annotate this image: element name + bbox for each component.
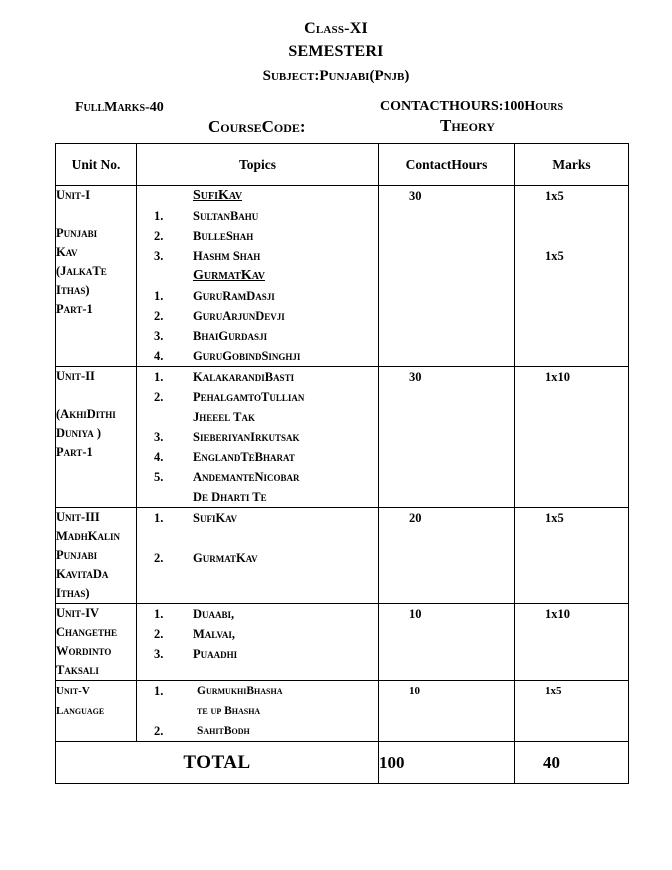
unit-line: Duniya ) (56, 426, 101, 440)
topic-text: De Dharti Te (193, 490, 267, 504)
topic-number: 4. (154, 349, 164, 363)
unit-cell (56, 681, 137, 742)
unit-line: Language (56, 705, 105, 717)
topic-number: 2. (154, 551, 164, 565)
full-marks-label: FullMarks-40 (75, 100, 164, 115)
topic-item (137, 306, 378, 326)
table-row (56, 186, 629, 367)
unit-line: Punjabi (56, 548, 98, 562)
unit-cell (56, 604, 137, 681)
unit-line: MadhKalin (56, 529, 121, 543)
total-marks: 40 (515, 742, 629, 784)
topic-text: AndemanteNicobar (193, 470, 300, 484)
topic-number: 1. (154, 209, 164, 223)
topics-cell (137, 681, 379, 742)
topic-number: 3. (154, 430, 164, 444)
unit-line: Part-1 (56, 302, 93, 316)
marks-value: 1x10 (545, 370, 570, 384)
table-total-row (56, 742, 629, 784)
unit-line: Kav (56, 245, 78, 259)
topic-number: 2. (154, 229, 164, 243)
topic-item (137, 246, 378, 266)
contact-hours-cell (379, 604, 515, 681)
topic-number: 2. (154, 724, 164, 738)
contact-hours-label (380, 99, 563, 115)
contact-hours-unit: Hours (524, 99, 564, 114)
table-row (56, 604, 629, 681)
unit-line: (JalkaTe (56, 264, 107, 278)
topic-text: GurmukhiBhasha (197, 685, 283, 697)
contact-hours-value: 10 (409, 685, 420, 697)
marks-cell (515, 681, 629, 742)
marks-value: 1x5 (545, 249, 564, 263)
unit-cell (56, 367, 137, 508)
topic-item (137, 387, 378, 407)
marks-cell (515, 508, 629, 604)
column-header-marks: Marks (515, 144, 629, 186)
topic-item (137, 644, 378, 664)
marks-cell (515, 367, 629, 508)
marks-cell (515, 186, 629, 367)
topic-item (137, 326, 378, 346)
topic-number: 2. (154, 627, 164, 641)
topic-text: SahitBodh (197, 725, 250, 737)
topic-text: te up Bhasha (197, 705, 261, 717)
topic-number: 1. (154, 684, 164, 698)
topic-number: 1. (154, 607, 164, 621)
topic-text: PehalgamtoTullian (193, 390, 305, 404)
page-title-semester: SEMESTERI (288, 43, 384, 60)
unit-line: Wordinto (56, 644, 112, 658)
topic-text: SultanBahu (193, 209, 259, 223)
unit-line: Taksali (56, 663, 99, 677)
unit-line: Changethe (56, 625, 118, 639)
topic-text: Jheeel Tak (193, 410, 255, 424)
unit-line: Punjabi (56, 226, 98, 240)
topic-item (137, 407, 378, 427)
topic-group-heading: SufiKav (193, 188, 243, 203)
unit-line-spacer (56, 386, 136, 405)
total-label: TOTAL (56, 742, 379, 784)
unit-line: Ithas) (56, 283, 90, 297)
topic-item (137, 487, 378, 507)
topics-cell (137, 367, 379, 508)
topic-item (137, 528, 378, 548)
topic-number: 1. (154, 511, 164, 525)
contact-hours-cell (379, 508, 515, 604)
topic-text: Duaabi, (193, 607, 235, 621)
table-row (56, 508, 629, 604)
topic-text: GuruArjunDevji (193, 309, 285, 323)
topic-text: GuruGobindSinghji (193, 349, 301, 363)
contact-hours-value: CONTACTHOURS:100 (380, 99, 525, 114)
topic-number: 3. (154, 329, 164, 343)
topic-item (137, 206, 378, 226)
topic-number: 2. (154, 390, 164, 404)
table-row (56, 681, 629, 742)
topic-number: 3. (154, 249, 164, 263)
table-header-row (56, 144, 629, 186)
topic-number: 1. (154, 289, 164, 303)
topic-group-heading: GurmatKav (193, 268, 265, 283)
topic-text: GurmatKav (193, 551, 258, 565)
unit-line: (AkhiDithi (56, 407, 116, 421)
unit-line: Unit-IV (56, 606, 100, 620)
theory-label: Theory (440, 116, 495, 135)
topic-item (137, 467, 378, 487)
column-header-contact-hours: ContactHours (379, 144, 515, 186)
topic-item (137, 286, 378, 306)
topic-number: 1. (154, 370, 164, 384)
contact-hours-cell (379, 367, 515, 508)
contact-hours-value: 20 (409, 511, 422, 525)
unit-line: Ithas) (56, 586, 90, 600)
unit-line: Unit-I (56, 188, 91, 202)
unit-cell (56, 186, 137, 367)
topic-item (137, 624, 378, 644)
topic-item (137, 548, 378, 568)
marks-value: 1x5 (545, 511, 564, 525)
topic-item (137, 721, 378, 741)
table-body (56, 186, 629, 784)
topic-number: 3. (154, 647, 164, 661)
contact-hours-cell (379, 186, 515, 367)
marks-value: 1x10 (545, 607, 570, 621)
topic-item (137, 681, 378, 701)
total-contact-hours: 100 (379, 742, 515, 784)
topic-text: KalakarandiBasti (193, 370, 295, 384)
topic-item (137, 604, 378, 624)
topic-text: EnglandTeBharat (193, 450, 295, 464)
topic-number: 5. (154, 470, 164, 484)
topic-number: 4. (154, 450, 164, 464)
unit-line: Unit-III (56, 510, 100, 524)
topic-number (137, 528, 193, 548)
topic-item (137, 701, 378, 721)
column-header-topics: Topics (137, 144, 379, 186)
topic-text: BulleShah (193, 229, 254, 243)
contact-hours-value: 10 (409, 607, 422, 621)
topic-number: 2. (154, 309, 164, 323)
topic-item (137, 266, 378, 286)
unit-cell (56, 508, 137, 604)
topic-item (137, 346, 378, 366)
column-header-unit-no: Unit No. (56, 144, 137, 186)
marks-value: 1x5 (545, 685, 562, 697)
topic-item (137, 427, 378, 447)
topics-cell (137, 604, 379, 681)
topic-text: SufiKav (193, 511, 238, 525)
topics-cell (137, 508, 379, 604)
syllabus-table (55, 143, 629, 784)
topics-cell (137, 186, 379, 367)
marks-cell (515, 604, 629, 681)
course-code-label: CourseCode: (208, 117, 306, 136)
syllabus-table-wrapper (55, 143, 628, 784)
unit-line: Unit-II (56, 369, 95, 383)
topic-item (137, 447, 378, 467)
marks-value: 1x5 (545, 189, 564, 203)
contact-hours-value: 30 (409, 370, 422, 384)
unit-line: Part-1 (56, 445, 93, 459)
topic-text: BhaiGurdasji (193, 329, 268, 343)
unit-line: KavitaDa (56, 567, 109, 581)
unit-line: Unit-V (56, 685, 90, 697)
topic-item (137, 367, 378, 387)
topic-text: Puaadhi (193, 647, 238, 661)
topic-text: Malvai, (193, 627, 235, 641)
contact-hours-value: 30 (409, 189, 422, 203)
topic-item (137, 186, 378, 206)
page-title-class: Class-XI (304, 20, 368, 37)
unit-line-spacer (56, 205, 136, 224)
topic-text: Hashm Shah (193, 249, 261, 263)
topic-item (137, 226, 378, 246)
contact-hours-cell (379, 681, 515, 742)
table-row (56, 367, 629, 508)
topic-text (193, 528, 196, 548)
topic-item (137, 508, 378, 528)
topic-text: GuruRamDasji (193, 289, 275, 303)
topic-text: SieberiyanIrkutsak (193, 430, 300, 444)
page-title-subject: Subject:Punjabi(Pnjb) (262, 68, 410, 84)
